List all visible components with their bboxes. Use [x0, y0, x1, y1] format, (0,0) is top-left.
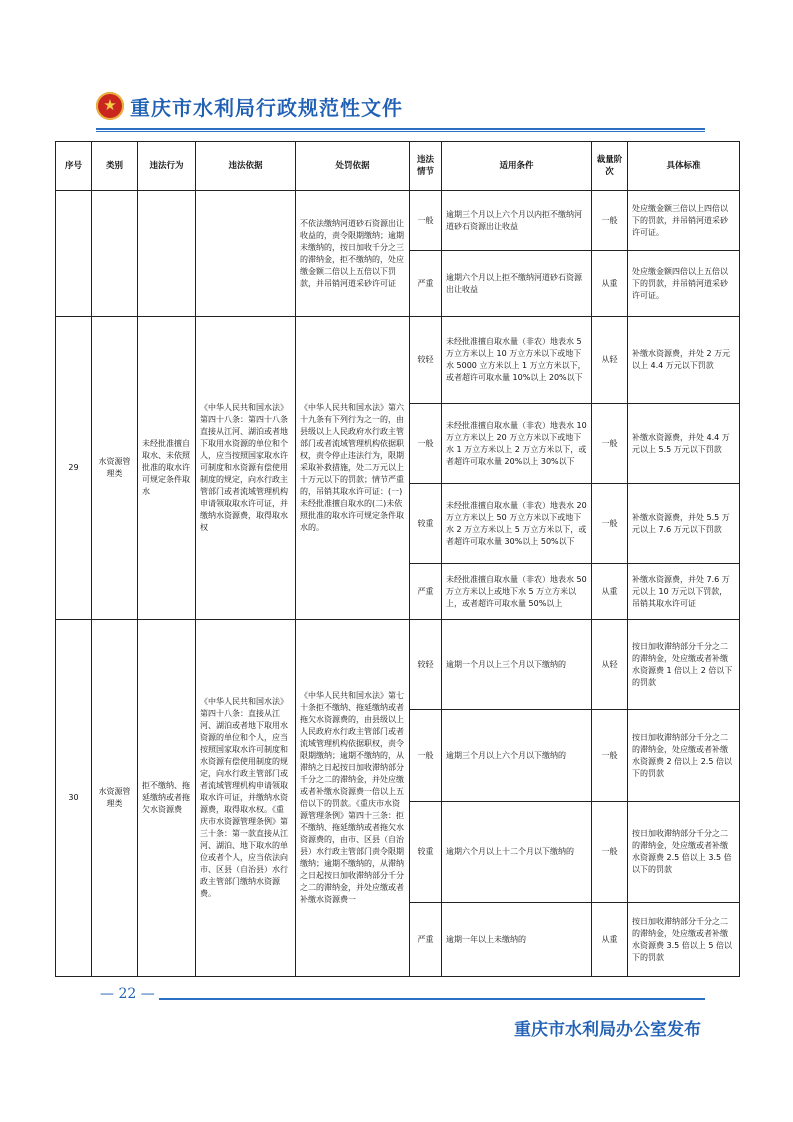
penalty-discretion-table [55, 141, 740, 977]
condition-cell: 未经批准擅自取水量（非农）地表水 5 万立方米以上 10 万立方米以下或地下水 5000 立方米以上 1 万立方米以下，或者超许可取水量 10%以上 20%以下 [442, 317, 592, 404]
header-violation-basis: 违法依据 [196, 142, 296, 191]
national-emblem-icon [96, 92, 124, 120]
plot-cell: 较重 [410, 484, 442, 564]
emblem-star-icon: ★ [103, 96, 117, 114]
standard-cell: 处应缴金额三倍以上四倍以下的罚款，并吊销河道采砂许可证。 [628, 191, 740, 251]
plot-cell: 较轻 [410, 317, 442, 404]
level-cell: 一般 [592, 802, 628, 903]
plot-cell: 一般 [410, 710, 442, 802]
row-penalty-basis: 《中华人民共和国水法》第六十九条有下列行为之一的，由县级以上人民政府水行政主管部门或者流域管理机构依据职权，责令停止违法行为，限期采取补救措施，处二万元以上十万元以下的罚款；情节严重的，吊销其取水许可证：(一)未经批准擅自取水的(二)未依照批准的取水许可规定条件取水的。 [296, 317, 410, 620]
row-act: 未经批准擅自取水、未依照批准的取水许可规定条件取水 [138, 317, 196, 620]
row-act: 拒不缴纳、拖延缴纳或者拖欠水资源费 [138, 620, 196, 977]
condition-cell: 逾期六个月以上拒不缴纳河道砂石资源出让收益 [442, 251, 592, 317]
row-violation-basis: 《中华人民共和国水法》第四十八条：直接从江河、湖泊或者地下取用水资源的单位和个人，应当按照国家取水许可制度和水资源有偿使用制度的规定，向水行政主管部门或者流域管理机构申请领取取水许可证，并缴纳水资源费，取得取水权。《重庆市水资源管理条例》第三十条：第一款直接从江河、湖泊、地下取水的单位或者个人，应当依法向市、区县（自治县）水行政主管部门缴纳水资源费。 [196, 620, 296, 977]
plot-cell: 严重 [410, 903, 442, 977]
header-level: 裁量阶次 [592, 142, 628, 191]
footer-rule [96, 998, 705, 1000]
row-category: 水资源管理类 [92, 317, 138, 620]
level-cell: 一般 [592, 484, 628, 564]
page-number: — 22 — [96, 986, 159, 1002]
header-plot: 违法情节 [410, 142, 442, 191]
table-header-row [56, 142, 740, 191]
condition-cell: 未经批准擅自取水量（非农）地表水 50 万立方米以上或地下水 5 万立方米以上，或者超许可取水量 50%以上 [442, 564, 592, 620]
standard-cell: 按日加收滞纳部分千分之二的滞纳金，处应缴或者补缴水资源费 2 倍以上 2.5 倍以下的罚款 [628, 710, 740, 802]
condition-cell: 逾期三个月以上六个月以内拒不缴纳河道砂石资源出让收益 [442, 191, 592, 251]
table-row [56, 620, 740, 710]
level-cell: 一般 [592, 404, 628, 484]
standard-cell: 按日加收滞纳部分千分之二的滞纳金，处应缴或者补缴水资源费 2.5 倍以上 3.5 倍以下的罚款 [628, 802, 740, 903]
document-series-title: 重庆市水利局行政规范性文件 [130, 95, 403, 120]
table-row [56, 191, 740, 251]
header-penalty-basis: 处罚依据 [296, 142, 410, 191]
level-cell: 从重 [592, 564, 628, 620]
cont-violation [196, 191, 296, 317]
standard-cell: 按日加收滞纳部分千分之二的滞纳金，处应缴或者补缴水资源费 3.5 倍以上 5 倍以下的罚款 [628, 903, 740, 977]
page-header [96, 90, 403, 122]
table-row [56, 317, 740, 404]
condition-cell: 未经批准擅自取水量（非农）地表水 10 万立方米以上 20 万立方米以下或地下水 1 万立方米以上 2 万立方米以下，或者超许可取水量 20%以上 30%以下 [442, 404, 592, 484]
level-cell: 从轻 [592, 317, 628, 404]
row-category: 水资源管理类 [92, 620, 138, 977]
condition-cell: 未经批准擅自取水量（非农）地表水 20 万立方米以上 50 万立方米以下或地下水 2 万立方米以上 5 万立方米以下，或者超许可取水量 30%以上 50%以下 [442, 484, 592, 564]
condition-cell: 逾期六个月以上十二个月以下缴纳的 [442, 802, 592, 903]
header-category: 类别 [92, 142, 138, 191]
standard-cell: 补缴水资源费，并处 2 万元以上 4.4 万元以下罚款 [628, 317, 740, 404]
standard-cell: 处应缴金额四倍以上五倍以下的罚款，并吊销河道采砂许可证。 [628, 251, 740, 317]
level-cell: 一般 [592, 191, 628, 251]
level-cell: 从重 [592, 251, 628, 317]
plot-cell: 一般 [410, 191, 442, 251]
level-cell: 从重 [592, 903, 628, 977]
cont-category [92, 191, 138, 317]
header-condition: 适用条件 [442, 142, 592, 191]
row-violation-basis: 《中华人民共和国水法》第四十八条：第四十八条直接从江河、湖泊或者地下取用水资源的单位和个人，应当按照国家取水许可制度和水资源有偿使用制度的规定，向水行政主管部门或者流域管理机构申请领取取水许可证，并缴纳水资源费，取得取水权 [196, 317, 296, 620]
row-number: 30 [56, 620, 92, 977]
standard-cell: 补缴水资源费，并处 7.6 万元以上 10 万元以下罚款，吊销其取水许可证 [628, 564, 740, 620]
row-penalty-basis: 《中华人民共和国水法》第七十条拒不缴纳、拖延缴纳或者拖欠水资源费的，由县级以上人民政府水行政主管部门或者流域管理机构依据职权，责令限期缴纳；逾期不缴纳的，从滞纳之日起按日加收滞纳部分千分之二的滞纳金，并处应缴或者补缴水资源费一倍以上五倍以下的罚款。《重庆市水资源管理条例》第四十三条：拒不缴纳、拖延缴纳或者拖欠水资源费的，由市、区县（自治县）水行政主管部门责令限期缴纳；逾期不缴纳的，从滞纳之日起按日加收滞纳部分千分之二的滞纳金，并处应缴或者补缴水资源费一 [296, 620, 410, 977]
header-act: 违法行为 [138, 142, 196, 191]
cont-no [56, 191, 92, 317]
standard-cell: 补缴水资源费，并处 5.5 万元以上 7.6 万元以下罚款 [628, 484, 740, 564]
level-cell: 从轻 [592, 620, 628, 710]
publisher-line: 重庆市水利局办公室发布 [514, 1020, 701, 1040]
header-rule [96, 128, 705, 130]
plot-cell: 一般 [410, 404, 442, 484]
plot-cell: 严重 [410, 564, 442, 620]
header-standard: 具体标准 [628, 142, 740, 191]
condition-cell: 逾期三个月以上六个月以下缴纳的 [442, 710, 592, 802]
condition-cell: 逾期一个月以上三个月以下缴纳的 [442, 620, 592, 710]
plot-cell: 较重 [410, 802, 442, 903]
level-cell: 一般 [592, 710, 628, 802]
row-number: 29 [56, 317, 92, 620]
header-rule-thin [96, 131, 705, 132]
plot-cell: 较轻 [410, 620, 442, 710]
condition-cell: 逾期一年以上未缴纳的 [442, 903, 592, 977]
plot-cell: 严重 [410, 251, 442, 317]
cont-penalty-basis: 不依法缴纳河道砂石资源出让收益的，责令限期缴纳；逾期未缴纳的，按日加收千分之三的滞纳金，拒不缴纳的，处应缴金额二倍以上五倍以下罚款，并吊销河道采砂许可证 [296, 191, 410, 317]
header-no: 序号 [56, 142, 92, 191]
standard-cell: 按日加收滞纳部分千分之二的滞纳金，处应缴或者补缴水资源费 1 倍以上 2 倍以下的罚款 [628, 620, 740, 710]
standard-cell: 补缴水资源费，并处 4.4 万元以上 5.5 万元以下罚款 [628, 404, 740, 484]
cont-act [138, 191, 196, 317]
